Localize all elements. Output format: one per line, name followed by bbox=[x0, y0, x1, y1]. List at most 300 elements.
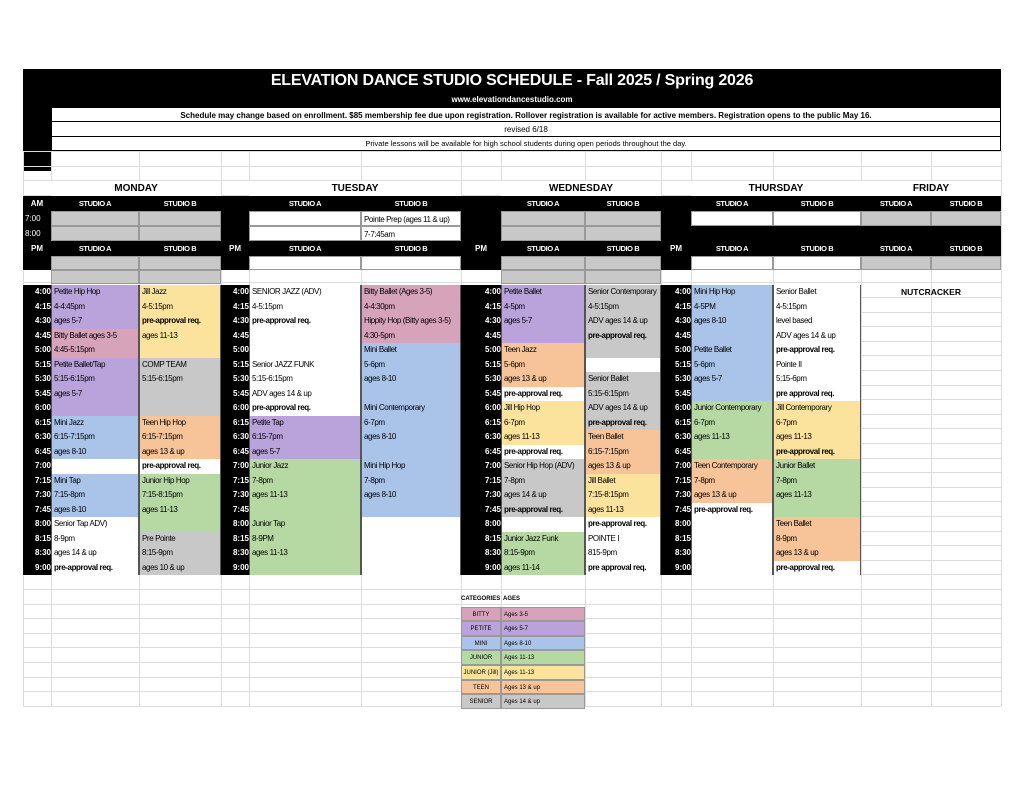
class-cell: 6:15-7pm bbox=[249, 430, 361, 445]
class-cell: Junior Tap bbox=[249, 517, 361, 532]
spacer-cell bbox=[691, 256, 773, 270]
class-cell: pre-approval req. bbox=[139, 314, 221, 329]
studio-b-header: STUDIO B bbox=[394, 244, 428, 253]
class-cell bbox=[691, 445, 773, 460]
class-cell: pre-approval req. bbox=[249, 314, 361, 329]
day-header-monday: MONDAY bbox=[51, 181, 221, 196]
class-cell bbox=[585, 343, 661, 358]
day-header-wednesday: WEDNESDAY bbox=[501, 181, 661, 196]
class-cell: Senior Ballet bbox=[773, 285, 861, 300]
class-cell: ages 14 & up bbox=[501, 488, 585, 503]
time-label: 7:00 bbox=[23, 459, 51, 474]
class-cell: Petite Tap bbox=[249, 416, 361, 431]
gridline bbox=[23, 151, 1001, 152]
class-cell: 8-9pm bbox=[773, 532, 861, 547]
legend-category: PETITE bbox=[461, 621, 501, 636]
class-cell: 7-8pm bbox=[249, 474, 361, 489]
time-label: 7:30 bbox=[221, 488, 249, 503]
pm-label: PM bbox=[229, 244, 241, 253]
friday-note: NUTCRACKER bbox=[901, 287, 961, 297]
class-cell: Petite Hip Hop bbox=[51, 285, 139, 300]
pm-label: PM bbox=[31, 244, 43, 253]
class-cell: Mini Tap bbox=[51, 474, 139, 489]
time-label: 7:15 bbox=[661, 474, 691, 489]
class-cell: Mini Hip Hop bbox=[691, 285, 773, 300]
time-label: 8:30 bbox=[23, 546, 51, 561]
class-cell: 4-5:15pm bbox=[585, 300, 661, 315]
studio-a-header: STUDIO A bbox=[526, 199, 560, 208]
class-cell: POINTE I bbox=[585, 532, 661, 547]
class-cell: pre-approval req. bbox=[501, 503, 585, 518]
time-label: 4:45 bbox=[221, 329, 249, 344]
class-cell: 5-6pm bbox=[691, 358, 773, 373]
class-cell: Mini Contemporary bbox=[361, 401, 461, 416]
class-cell: Teen Hip Hop bbox=[139, 416, 221, 431]
time-label: 4:15 bbox=[661, 300, 691, 315]
class-cell: ages 11-13 bbox=[691, 430, 773, 445]
class-cell: 6-7pm bbox=[501, 416, 585, 431]
class-cell: 4:45-5:15pm bbox=[51, 343, 139, 358]
spacer-cell bbox=[51, 256, 139, 270]
time-label: 5:15 bbox=[221, 358, 249, 373]
time-label: 6:30 bbox=[661, 430, 691, 445]
time-label: 5:00 bbox=[23, 343, 51, 358]
class-cell bbox=[249, 329, 361, 344]
class-cell: ages 13 & up bbox=[139, 445, 221, 460]
class-cell: ages 11-13 bbox=[773, 488, 861, 503]
spacer-cell bbox=[139, 270, 221, 284]
gridline bbox=[23, 589, 1001, 590]
time-label: 7:45 bbox=[221, 503, 249, 518]
class-cell bbox=[361, 387, 461, 402]
class-cell: 7:15-8:15pm bbox=[139, 488, 221, 503]
class-cell: ages 5-7 bbox=[51, 314, 139, 329]
class-cell: Teen Ballet bbox=[773, 517, 861, 532]
time-label: 6:15 bbox=[661, 416, 691, 431]
class-cell: ages 13 & up bbox=[691, 488, 773, 503]
class-cell: 5-6pm bbox=[361, 358, 461, 373]
studio-b-header: STUDIO B bbox=[163, 244, 197, 253]
class-cell bbox=[361, 503, 461, 518]
legend-ages: Ages 8-10 bbox=[501, 636, 585, 651]
am-slot bbox=[501, 211, 585, 226]
class-cell: Junior Ballet bbox=[773, 459, 861, 474]
studio-a-header: STUDIO A bbox=[288, 199, 322, 208]
am-slot bbox=[691, 211, 773, 226]
time-label: 6:30 bbox=[221, 430, 249, 445]
class-cell: ADV ages 14 & up bbox=[249, 387, 361, 402]
am-slot bbox=[51, 211, 139, 226]
class-cell: Pre Pointe bbox=[139, 532, 221, 547]
class-cell: Jill Jazz bbox=[139, 285, 221, 300]
class-cell bbox=[361, 546, 461, 561]
class-cell bbox=[691, 532, 773, 547]
class-cell bbox=[51, 401, 139, 416]
time-label: 4:45 bbox=[661, 329, 691, 344]
legend-category: BITTY bbox=[461, 607, 501, 622]
time-col-black bbox=[461, 256, 501, 270]
studio-b-header: STUDIO B bbox=[606, 199, 640, 208]
class-cell: 5:15-6:15pm bbox=[585, 387, 661, 402]
time-label: 4:00 bbox=[661, 285, 691, 300]
time-label: 8:30 bbox=[461, 546, 501, 561]
class-cell: ages 5-7 bbox=[51, 387, 139, 402]
time-label: 8:30 bbox=[221, 546, 249, 561]
studio-b-header: STUDIO B bbox=[606, 244, 640, 253]
time-label: 6:00 bbox=[461, 401, 501, 416]
legend-category: MINI bbox=[461, 636, 501, 651]
class-cell bbox=[361, 445, 461, 460]
legend-ages: Ages 11-13 bbox=[501, 665, 585, 680]
studio-b-header: STUDIO B bbox=[394, 199, 428, 208]
legend-ages: Ages 3-5 bbox=[501, 607, 585, 622]
class-cell: Bitty Ballet (Ages 3-5) bbox=[361, 285, 461, 300]
class-cell bbox=[139, 387, 221, 402]
time-label: 7:45 bbox=[461, 503, 501, 518]
class-cell: Mini Ballet bbox=[361, 343, 461, 358]
class-cell: pre-approval req. bbox=[139, 459, 221, 474]
class-cell: ages 13 & up bbox=[501, 372, 585, 387]
legend-category: SENIOR bbox=[461, 694, 501, 709]
class-cell: ages 5-7 bbox=[501, 314, 585, 329]
time-label: 7:45 bbox=[661, 503, 691, 518]
time-label: 5:30 bbox=[661, 372, 691, 387]
class-cell: 5:15-6pm bbox=[773, 372, 861, 387]
studio-a-header: STUDIO A bbox=[879, 244, 913, 253]
class-cell: ages 14 & up bbox=[51, 546, 139, 561]
time-label: 8:00 bbox=[661, 517, 691, 532]
time-label: 8:00 bbox=[23, 517, 51, 532]
spacer-cell bbox=[585, 256, 661, 270]
class-cell: pre-approval req. bbox=[773, 561, 861, 576]
class-cell: 4-4:30pm bbox=[361, 300, 461, 315]
class-cell: COMP TEAM bbox=[139, 358, 221, 373]
class-cell: 6-7pm bbox=[361, 416, 461, 431]
class-cell: Jill Contemporary bbox=[773, 401, 861, 416]
day-header-thursday: THURSDAY bbox=[691, 181, 861, 196]
studio-b-header: STUDIO B bbox=[800, 244, 834, 253]
studio-b-header: STUDIO B bbox=[163, 199, 197, 208]
time-label: 7:30 bbox=[23, 488, 51, 503]
class-cell: Pointe II bbox=[773, 358, 861, 373]
time-label: 9:00 bbox=[23, 561, 51, 576]
class-cell: Jill Ballet bbox=[585, 474, 661, 489]
spacer-cell bbox=[931, 256, 1001, 270]
class-cell: 4-5:15pm bbox=[249, 300, 361, 315]
studio-a-header: STUDIO A bbox=[715, 199, 749, 208]
time-label: 4:15 bbox=[23, 300, 51, 315]
revised-text: revised 6/18 bbox=[51, 122, 1001, 137]
legend-category: TEEN bbox=[461, 680, 501, 695]
class-cell: Hippity Hop (Bitty ages 3-5) bbox=[361, 314, 461, 329]
class-cell: 5:15-6:15pm bbox=[51, 372, 139, 387]
class-cell: Senior JAZZ FUNK bbox=[249, 358, 361, 373]
time-label: 8:00 bbox=[461, 517, 501, 532]
time-label: 6:30 bbox=[461, 430, 501, 445]
class-cell bbox=[249, 503, 361, 518]
class-cell bbox=[691, 329, 773, 344]
time-label: 6:45 bbox=[461, 445, 501, 460]
am-slot bbox=[51, 226, 139, 241]
class-cell bbox=[249, 561, 361, 576]
class-cell: Junior Jazz Funk bbox=[501, 532, 585, 547]
class-cell: 4:30-5pm bbox=[361, 329, 461, 344]
class-cell: ages 8-10 bbox=[51, 503, 139, 518]
time-label: 5:45 bbox=[221, 387, 249, 402]
class-cell: ages 11-13 bbox=[585, 503, 661, 518]
class-cell: 7:15-8:15pm bbox=[585, 488, 661, 503]
class-cell: level based bbox=[773, 314, 861, 329]
class-cell: 6:15-7:15pm bbox=[139, 430, 221, 445]
time-label: 5:45 bbox=[461, 387, 501, 402]
website-url: www.elevationdancestudio.com bbox=[23, 93, 1001, 107]
spacer-cell bbox=[51, 270, 139, 284]
class-cell: Teen Contemporary bbox=[691, 459, 773, 474]
am-slot bbox=[139, 226, 221, 241]
time-label: 6:30 bbox=[23, 430, 51, 445]
legend-ages: Ages 11-13 bbox=[501, 650, 585, 665]
am-slot bbox=[249, 211, 361, 226]
class-cell: Junior Hip Hop bbox=[139, 474, 221, 489]
am-black-block bbox=[691, 226, 861, 241]
spacer-cell bbox=[139, 256, 221, 270]
time-label: 6:00 bbox=[221, 401, 249, 416]
spacer-cell bbox=[361, 256, 461, 270]
time-label: 8:15 bbox=[661, 532, 691, 547]
class-cell: ages 10 & up bbox=[139, 561, 221, 576]
class-cell: 5-6pm bbox=[501, 358, 585, 373]
time-label: 6:15 bbox=[461, 416, 501, 431]
class-cell: ADV ages 14 & up bbox=[585, 401, 661, 416]
spacer-cell bbox=[501, 270, 585, 284]
class-cell: Petite Ballet/Tap bbox=[51, 358, 139, 373]
time-label: 5:30 bbox=[23, 372, 51, 387]
am-slot bbox=[861, 211, 931, 226]
legend-ages: Ages 14 & up bbox=[501, 694, 585, 709]
time-label: 8:15 bbox=[461, 532, 501, 547]
time-label: 8:00 bbox=[25, 229, 41, 238]
class-cell: ages 11-13 bbox=[773, 430, 861, 445]
time-label: 6:45 bbox=[661, 445, 691, 460]
class-cell bbox=[691, 517, 773, 532]
class-cell: 4-5:15pm bbox=[139, 300, 221, 315]
am-label: AM bbox=[30, 199, 44, 208]
am-slot bbox=[249, 226, 361, 241]
am-class-title: Pointe Prep (ages 11 & up) bbox=[361, 211, 461, 226]
class-cell: ages 11-13 bbox=[139, 503, 221, 518]
am-class-time: 7-7:45am bbox=[361, 226, 461, 241]
class-cell: pre-approval req. bbox=[501, 387, 585, 402]
left-black-bar bbox=[23, 107, 51, 171]
class-cell: 7-8pm bbox=[773, 474, 861, 489]
time-label: 6:15 bbox=[221, 416, 249, 431]
class-cell: ages 5-7 bbox=[691, 372, 773, 387]
day-header-tuesday: TUESDAY bbox=[249, 181, 461, 196]
class-cell: 7-8pm bbox=[691, 474, 773, 489]
time-label: 4:45 bbox=[23, 329, 51, 344]
class-cell: 6:15-7:15pm bbox=[51, 430, 139, 445]
class-cell bbox=[691, 546, 773, 561]
time-label: 4:15 bbox=[221, 300, 249, 315]
time-label: 5:45 bbox=[23, 387, 51, 402]
spacer-cell bbox=[861, 256, 931, 270]
class-cell: Junior Jazz bbox=[249, 459, 361, 474]
class-cell bbox=[501, 329, 585, 344]
time-label: 5:00 bbox=[661, 343, 691, 358]
class-cell: ages 11-13 bbox=[249, 488, 361, 503]
class-cell: ages 8-10 bbox=[361, 488, 461, 503]
spacer-cell bbox=[249, 256, 361, 270]
time-label: 6:00 bbox=[661, 401, 691, 416]
time-label: 9:00 bbox=[461, 561, 501, 576]
class-cell: 5:15-6:15pm bbox=[139, 372, 221, 387]
class-cell: Senior Ballet bbox=[585, 372, 661, 387]
studio-a-header: STUDIO A bbox=[879, 199, 913, 208]
time-label: 9:00 bbox=[661, 561, 691, 576]
studio-a-header: STUDIO A bbox=[715, 244, 749, 253]
class-cell: pre approval req. bbox=[773, 387, 861, 402]
time-label: 4:00 bbox=[461, 285, 501, 300]
class-cell: ages 8-10 bbox=[361, 372, 461, 387]
class-cell: 4-5:15pm bbox=[773, 300, 861, 315]
class-cell: Senior Contemporary bbox=[585, 285, 661, 300]
class-cell: Mini Hip Hop bbox=[361, 459, 461, 474]
time-label: 8:30 bbox=[661, 546, 691, 561]
spacer-cell bbox=[501, 256, 585, 270]
class-cell: 6-7pm bbox=[773, 416, 861, 431]
time-label: 7:30 bbox=[461, 488, 501, 503]
class-cell: 7-8pm bbox=[501, 474, 585, 489]
class-cell: 6:15-7:15pm bbox=[585, 445, 661, 460]
class-cell bbox=[691, 561, 773, 576]
class-cell: ages 8-10 bbox=[691, 314, 773, 329]
class-cell bbox=[139, 401, 221, 416]
class-cell: 4-5pm bbox=[501, 300, 585, 315]
class-cell: ages 8-10 bbox=[51, 445, 139, 460]
time-label: 6:45 bbox=[23, 445, 51, 460]
time-label: 4:30 bbox=[221, 314, 249, 329]
gridline bbox=[1001, 151, 1002, 706]
time-label: 7:45 bbox=[23, 503, 51, 518]
class-cell: 7:15-8pm bbox=[51, 488, 139, 503]
class-cell: pre approval req. bbox=[585, 561, 661, 576]
class-cell: 7-8pm bbox=[361, 474, 461, 489]
class-cell: 8-9PM bbox=[249, 532, 361, 547]
class-cell: ages 11-13 bbox=[249, 546, 361, 561]
legend-ages: Ages 5-7 bbox=[501, 621, 585, 636]
class-cell: 8:15-9pm bbox=[501, 546, 585, 561]
time-label: 4:30 bbox=[23, 314, 51, 329]
time-label: 4:30 bbox=[661, 314, 691, 329]
time-col-black bbox=[221, 256, 249, 270]
legend-category: JUNIOR (Jill) bbox=[461, 665, 501, 680]
time-label: 6:15 bbox=[23, 416, 51, 431]
time-label: 5:00 bbox=[221, 343, 249, 358]
legend-ages-title: AGES bbox=[503, 596, 521, 602]
class-cell bbox=[691, 387, 773, 402]
class-cell: ages 13 & up bbox=[773, 546, 861, 561]
class-cell bbox=[139, 343, 221, 358]
time-label: 5:30 bbox=[221, 372, 249, 387]
class-cell: 4-5PM bbox=[691, 300, 773, 315]
am-slot bbox=[139, 211, 221, 226]
time-label: 6:45 bbox=[221, 445, 249, 460]
am-slot bbox=[931, 211, 1001, 226]
time-label: 7:15 bbox=[461, 474, 501, 489]
class-cell bbox=[139, 517, 221, 532]
legend-ages: Ages 13 & up bbox=[501, 680, 585, 695]
class-cell bbox=[361, 532, 461, 547]
private-lessons-text: Private lessons will be available for high school students during open periods throughout the day. bbox=[51, 137, 1001, 151]
time-label: 5:30 bbox=[461, 372, 501, 387]
time-label: 5:15 bbox=[23, 358, 51, 373]
class-cell: Senior Hip Hop (ADV) bbox=[501, 459, 585, 474]
class-cell: 815-9pm bbox=[585, 546, 661, 561]
class-cell: pre-approval req. bbox=[585, 416, 661, 431]
class-cell: 5:15-6:15pm bbox=[249, 372, 361, 387]
class-cell: Mini Jazz bbox=[51, 416, 139, 431]
class-cell bbox=[585, 358, 661, 373]
studio-b-header: STUDIO B bbox=[800, 199, 834, 208]
am-black-block bbox=[861, 226, 1001, 241]
time-label: 8:00 bbox=[221, 517, 249, 532]
notice-text: Schedule may change based on enrollment. $85 membership fee due upon registration. Rollover registration is available for active members. Registration opens to the public May 16. bbox=[51, 107, 1001, 122]
class-cell: ADV ages 14 & up bbox=[773, 329, 861, 344]
class-cell: Senior Tap ADV) bbox=[51, 517, 139, 532]
class-cell: Teen Ballet bbox=[585, 430, 661, 445]
am-slot bbox=[585, 226, 661, 241]
class-cell: pre-approval req. bbox=[51, 561, 139, 576]
class-cell: pre-approval req. bbox=[585, 329, 661, 344]
time-label: 4:00 bbox=[23, 285, 51, 300]
time-label: 4:30 bbox=[461, 314, 501, 329]
time-label: 7:00 bbox=[25, 214, 41, 223]
studio-a-header: STUDIO A bbox=[288, 244, 322, 253]
time-label: 7:00 bbox=[221, 459, 249, 474]
time-label: 4:45 bbox=[461, 329, 501, 344]
am-slot bbox=[585, 211, 661, 226]
time-label: 7:15 bbox=[23, 474, 51, 489]
time-label: 5:00 bbox=[461, 343, 501, 358]
class-cell bbox=[361, 517, 461, 532]
time-label: 8:15 bbox=[221, 532, 249, 547]
class-cell: Bitty Ballet ages 3-5 bbox=[51, 329, 139, 344]
class-cell: ages 13 & up bbox=[585, 459, 661, 474]
time-label: 5:45 bbox=[661, 387, 691, 402]
time-label: 7:00 bbox=[661, 459, 691, 474]
gridline bbox=[23, 166, 1001, 167]
studio-a-header: STUDIO A bbox=[526, 244, 560, 253]
time-label: 6:00 bbox=[23, 401, 51, 416]
legend-title: CATEGORIES bbox=[461, 596, 501, 602]
class-cell: Teen Jazz bbox=[501, 343, 585, 358]
time-col-black bbox=[661, 256, 691, 270]
class-cell: 8:15-9pm bbox=[139, 546, 221, 561]
time-label: 5:15 bbox=[661, 358, 691, 373]
studio-a-header: STUDIO A bbox=[78, 244, 112, 253]
time-label: 8:15 bbox=[23, 532, 51, 547]
class-cell bbox=[51, 459, 139, 474]
class-cell: ADV ages 14 & up bbox=[585, 314, 661, 329]
class-cell: SENIOR JAZZ (ADV) bbox=[249, 285, 361, 300]
class-cell: Jill Hip Hop bbox=[501, 401, 585, 416]
class-cell: ages 8-10 bbox=[361, 430, 461, 445]
time-label: 4:00 bbox=[221, 285, 249, 300]
studio-b-header: STUDIO B bbox=[949, 244, 983, 253]
class-cell: pre-approval req. bbox=[691, 503, 773, 518]
class-cell: ages 11-13 bbox=[139, 329, 221, 344]
time-col-black bbox=[23, 256, 51, 270]
